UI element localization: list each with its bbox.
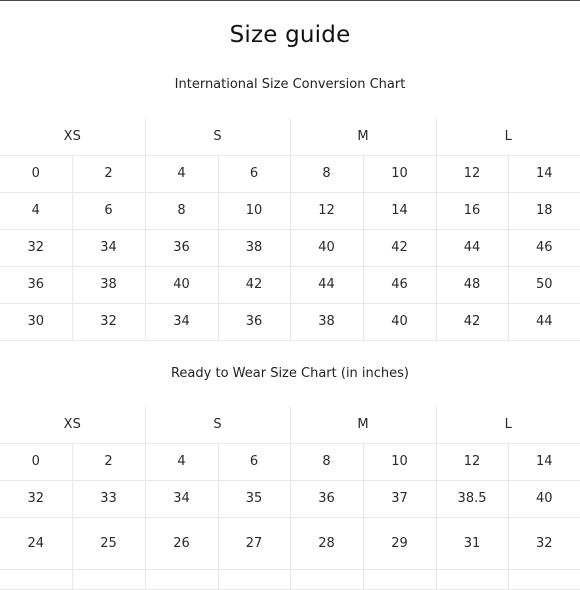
- table-cell: 8: [290, 155, 363, 192]
- table-cell: 8: [145, 192, 218, 229]
- size-header: XS: [0, 406, 145, 443]
- table-row: [0, 192, 580, 229]
- table-cell: 16: [436, 192, 508, 229]
- table-cell: 24: [0, 517, 72, 569]
- table-cell: 18: [508, 192, 580, 229]
- table-row: [0, 303, 580, 340]
- table-row: [0, 517, 580, 569]
- table-cell: [72, 569, 145, 589]
- table-cell: 40: [508, 480, 580, 517]
- table-cell: 44: [436, 229, 508, 266]
- top-divider: [0, 0, 580, 1]
- table-cell: 44: [290, 266, 363, 303]
- table-cell: 30: [0, 303, 72, 340]
- table-cell: 32: [508, 517, 580, 569]
- size-header: L: [436, 406, 580, 443]
- table-cell: 12: [290, 192, 363, 229]
- table-row: [0, 155, 580, 192]
- table-cell: [363, 569, 436, 589]
- table-cell: [218, 569, 290, 589]
- ready-to-wear-chart-table: [0, 406, 580, 590]
- size-header-row: [0, 406, 580, 443]
- table-cell: 36: [145, 229, 218, 266]
- table-cell: 0: [0, 443, 72, 480]
- table-cell: [508, 569, 580, 589]
- size-header: S: [145, 406, 290, 443]
- table-cell: 25: [72, 517, 145, 569]
- table-cell: [436, 569, 508, 589]
- table-cell: 50: [508, 266, 580, 303]
- table-cell: 48: [436, 266, 508, 303]
- table-cell: 2: [72, 443, 145, 480]
- table-cell: 46: [508, 229, 580, 266]
- table-cell: 31: [436, 517, 508, 569]
- table-row: [0, 480, 580, 517]
- table-cell: 6: [218, 155, 290, 192]
- table-cell: 36: [218, 303, 290, 340]
- table-cell: 42: [436, 303, 508, 340]
- table-cell: 40: [145, 266, 218, 303]
- table-cell: 38.5: [436, 480, 508, 517]
- table-cell: 6: [218, 443, 290, 480]
- table-row: [0, 266, 580, 303]
- table-cell: 14: [508, 155, 580, 192]
- table-cell: 36: [0, 266, 72, 303]
- size-header: S: [145, 118, 290, 155]
- table-cell: 36: [290, 480, 363, 517]
- table-cell: 42: [218, 266, 290, 303]
- table-cell: 35: [218, 480, 290, 517]
- table-cell: 28: [290, 517, 363, 569]
- table-cell: 12: [436, 443, 508, 480]
- table-cell: 14: [363, 192, 436, 229]
- table-row: [0, 443, 580, 480]
- ready-to-wear-chart-title: Ready to Wear Size Chart (in inches): [170, 366, 410, 381]
- table-row: [0, 569, 580, 589]
- size-header: XS: [0, 118, 145, 155]
- table-cell: 32: [72, 303, 145, 340]
- table-cell: 29: [363, 517, 436, 569]
- size-header: L: [436, 118, 580, 155]
- table-cell: [145, 569, 218, 589]
- conversion-chart-title: International Size Conversion Chart: [174, 77, 406, 92]
- table-cell: [0, 569, 72, 589]
- table-cell: 34: [145, 303, 218, 340]
- table-cell: 27: [218, 517, 290, 569]
- table-cell: 34: [72, 229, 145, 266]
- table-cell: 38: [290, 303, 363, 340]
- table-cell: 10: [218, 192, 290, 229]
- table-cell: [290, 569, 363, 589]
- table-cell: 2: [72, 155, 145, 192]
- table-cell: 34: [145, 480, 218, 517]
- table-cell: 44: [508, 303, 580, 340]
- table-cell: 10: [363, 443, 436, 480]
- table-cell: 32: [0, 229, 72, 266]
- table-cell: 12: [436, 155, 508, 192]
- table-cell: 40: [290, 229, 363, 266]
- table-cell: 38: [72, 266, 145, 303]
- table-cell: 8: [290, 443, 363, 480]
- table-cell: 42: [363, 229, 436, 266]
- table-cell: 37: [363, 480, 436, 517]
- table-cell: 40: [363, 303, 436, 340]
- table-row: [0, 229, 580, 266]
- table-cell: 0: [0, 155, 72, 192]
- table-cell: 6: [72, 192, 145, 229]
- table-cell: 10: [363, 155, 436, 192]
- table-cell: 46: [363, 266, 436, 303]
- size-header-row: [0, 118, 580, 155]
- table-cell: 4: [145, 443, 218, 480]
- size-header: M: [290, 406, 436, 443]
- table-cell: 32: [0, 480, 72, 517]
- table-cell: 4: [0, 192, 72, 229]
- table-cell: 14: [508, 443, 580, 480]
- table-cell: 4: [145, 155, 218, 192]
- table-cell: 38: [218, 229, 290, 266]
- size-header: M: [290, 118, 436, 155]
- table-cell: 26: [145, 517, 218, 569]
- conversion-chart-table: [0, 118, 580, 341]
- page-title: Size guide: [229, 22, 351, 48]
- table-cell: 33: [72, 480, 145, 517]
